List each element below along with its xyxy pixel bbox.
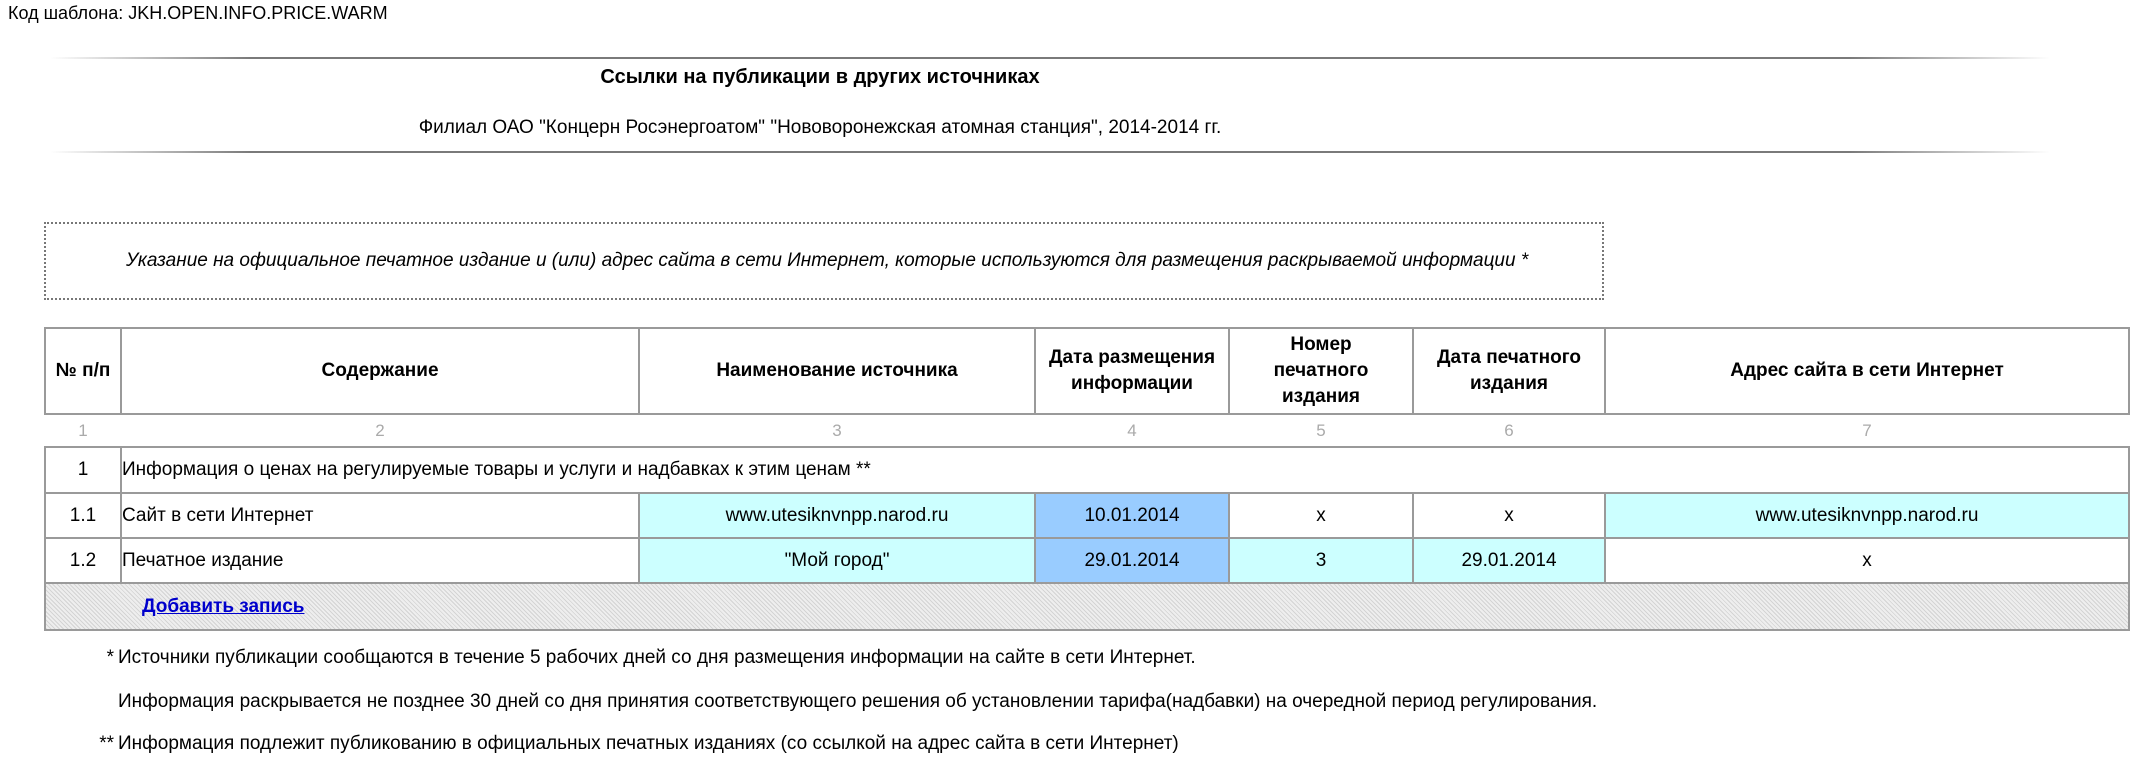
date-posted-cell[interactable]: 10.01.2014: [1035, 493, 1229, 538]
col-number: 6: [1504, 420, 1514, 440]
header-source: Наименование источника: [639, 328, 1035, 414]
header-issue-no: Номер печатного издания: [1229, 328, 1413, 414]
col-number: 4: [1127, 420, 1137, 440]
header-divider-bottom: [50, 151, 2050, 153]
source-cell[interactable]: "Мой город": [639, 538, 1035, 583]
footnote-text: Информация раскрывается не позднее 30 дней со дня принятия соответствующего решения об установлении тарифа(надбавки) на очередной период регулирования.: [118, 691, 1598, 712]
site-cell[interactable]: www.utesiknvnpp.narod.ru: [1605, 493, 2129, 538]
issue-no-cell[interactable]: 3: [1229, 538, 1413, 583]
footnote-text: Информация подлежит публикованию в официальных печатных изданиях (со ссылкой на адрес сайта в сети Интернет): [118, 733, 1179, 754]
section-text: Информация о ценах на регулируемые товары и услуги и надбавках к этим ценам **: [121, 447, 2129, 493]
col-number: 3: [832, 420, 842, 440]
notice-box: [44, 222, 1604, 300]
source-cell[interactable]: www.utesiknvnpp.narod.ru: [639, 493, 1035, 538]
row-content: Печатное издание: [121, 538, 639, 583]
table-row: [45, 493, 2129, 538]
issue-date-cell[interactable]: 29.01.2014: [1413, 538, 1605, 583]
header-issue-date: Дата печатного издания: [1413, 328, 1605, 414]
notice-text: Указание на официальное печатное издание и (или) адрес сайта в сети Интернет, которые используются для размещения раскрываемой информации *: [126, 250, 1529, 271]
header-content: Содержание: [121, 328, 639, 414]
section-num: 1: [45, 447, 121, 493]
table-row: [45, 538, 2129, 583]
issue-no-cell: x: [1229, 493, 1413, 538]
header-divider-top: [50, 57, 2050, 59]
col-number: 7: [1862, 420, 1872, 440]
footnote-mark: *: [106, 647, 114, 668]
column-number-row: [45, 414, 2129, 447]
col-number: 2: [375, 420, 385, 440]
footnote: [0, 647, 1196, 669]
add-row: [45, 583, 2129, 630]
add-record-link[interactable]: Добавить запись: [142, 595, 305, 617]
col-number: 1: [78, 420, 88, 440]
header-site: Адрес сайта в сети Интернет: [1605, 328, 2129, 414]
footnote-text: Источники публикации сообщаются в течение 5 рабочих дней со дня размещения информации на сайте в сети Интернет.: [118, 647, 1196, 668]
footnote-mark: **: [99, 733, 114, 754]
row-num: 1.2: [45, 538, 121, 583]
table-header-row: [45, 328, 2129, 414]
section-row: [45, 447, 2129, 493]
row-num: 1.1: [45, 493, 121, 538]
add-row-cell: [45, 583, 2129, 630]
template-code: Код шаблона: JKH.OPEN.INFO.PRICE.WARM: [8, 3, 388, 23]
row-content: Сайт в сети Интернет: [121, 493, 639, 538]
col-number: 5: [1316, 420, 1326, 440]
header-date-posted: Дата размещения информации: [1035, 328, 1229, 414]
page-subtitle: Филиал ОАО "Концерн Росэнергоатом" "Нововоронежская атомная станция", 2014-2014 гг.: [418, 117, 1222, 138]
issue-date-cell: x: [1413, 493, 1605, 538]
header-num: № п/п: [45, 328, 121, 414]
publications-table: [44, 327, 2130, 631]
site-cell: x: [1605, 538, 2129, 583]
date-posted-cell[interactable]: 29.01.2014: [1035, 538, 1229, 583]
footnote: [0, 733, 1179, 755]
footnote: [0, 691, 1597, 713]
page-title: Ссылки на публикации в других источниках: [600, 66, 1040, 88]
